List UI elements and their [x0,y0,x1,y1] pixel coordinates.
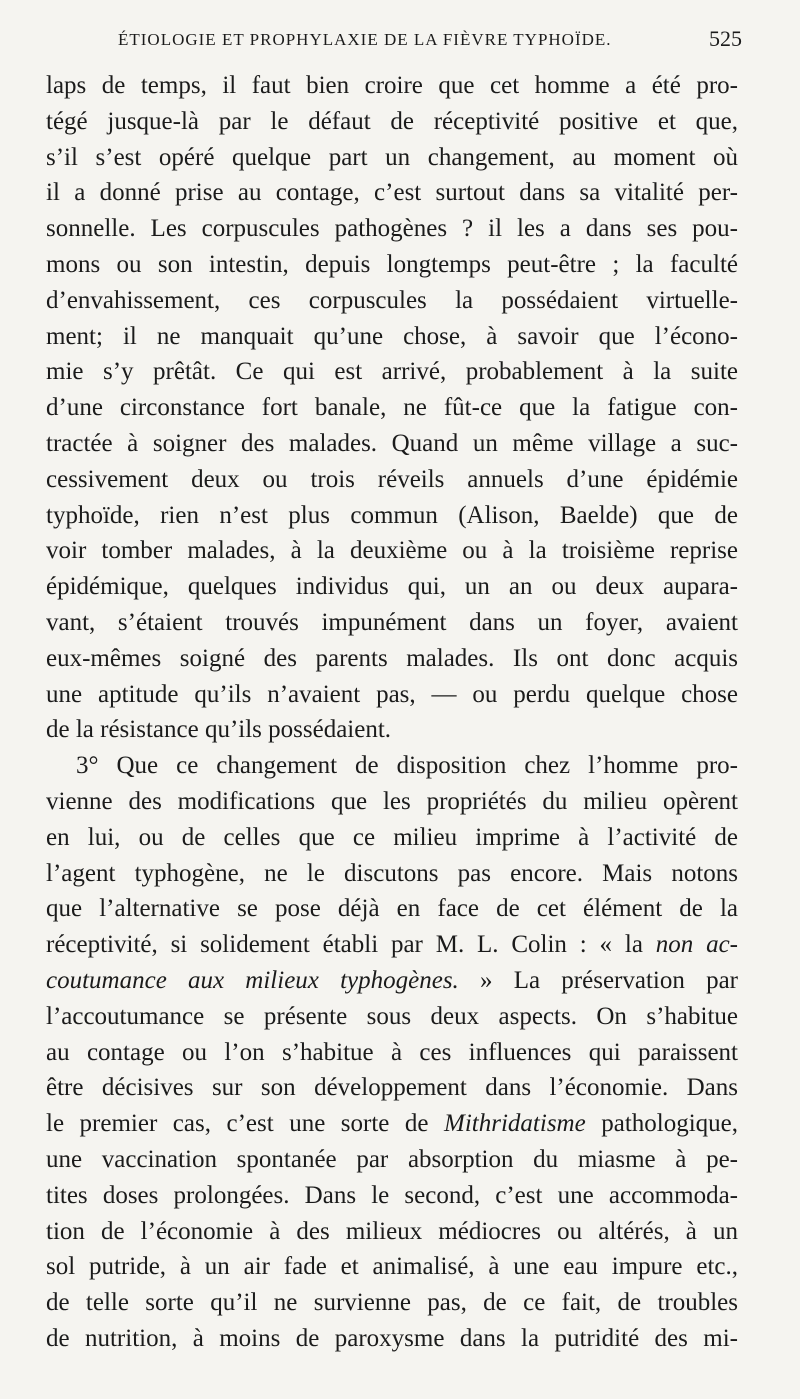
text-segment: il a donné prise au contage, c’est surtout dans sa vitalité per- [46,179,738,207]
text-segment: tégé jusque-là par le défaut de réceptivité positive et que, [46,107,738,135]
text-line [46,963,738,999]
text-segment: sonnelle. Les corpuscules pathogènes ? il les a dans ses pou- [46,215,738,243]
text-line [46,1285,738,1321]
text-segment: d’envahissement, ces corpuscules la possédaient virtuelle- [46,286,738,314]
text-segment: vienne des modifications que les propriétés du milieu opèrent [46,787,738,815]
text-line [46,1249,738,1285]
text-line [46,247,738,283]
italic-text: coutumance aux milieux typhogènes. [46,966,459,994]
italic-text: non ac- [655,931,738,959]
text-line [46,784,738,820]
text-segment: de telle sorte qu’il ne survienne pas, de ce fait, de troubles [46,1289,738,1317]
text-line [46,856,738,892]
text-line [46,104,738,140]
text-segment: l’agent typhogène, ne le discutons pas encore. Mais notons [46,859,738,887]
text-line [46,712,738,748]
text-segment: vant, s’étaient trouvés impunément dans un foyer, avaient [46,608,738,636]
text-line [46,354,738,390]
text-line [46,605,738,641]
text-segment: de la résistance qu’ils possédaient. [46,716,392,744]
text-segment: une aptitude qu’ils n’avaient pas, — ou perdu quelque chose [46,680,738,708]
text-segment: l’accoutumance se présente sous deux aspects. On s’habitue [46,1002,738,1030]
text-segment: tion de l’économie à des milieux médiocres ou altérés, à un [46,1217,738,1245]
text-line [46,498,738,534]
text-line [46,748,738,784]
text-segment: mons ou son intestin, depuis longtemps peut-être ; la faculté [46,250,738,278]
text-segment: mie s’y prêtât. Ce qui est arrivé, probablement à la suite [46,358,738,386]
text-segment: ment; il ne manquait qu’une chose, à savoir que l’écono- [46,322,738,350]
text-segment: d’une circonstance fort banale, ne fût-ce que la fatigue con- [46,394,738,422]
text-segment: au contage ou l’on s’habitue à ces influences qui paraissent [46,1038,738,1066]
italic-text: Mithridatisme [444,1110,586,1138]
text-segment: cessivement deux ou trois réveils annuels d’une épidémie [46,465,738,493]
text-segment: » La préservation par [458,966,738,994]
text-line [46,1035,738,1071]
text-line [46,283,738,319]
text-line [46,1106,738,1142]
text-segment: que l’alternative se pose déjà en face de cet élément de la [46,895,738,923]
text-line [46,820,738,856]
text-line [46,68,738,104]
text-line [46,1142,738,1178]
text-segment: s’il s’est opéré quelque part un changement, au moment où [46,143,738,171]
text-line [46,426,738,462]
text-line [46,927,738,963]
text-line [46,1178,738,1214]
text-line [46,319,738,355]
text-line [46,999,738,1035]
text-segment: le premier cas, c’est une sorte de [46,1110,445,1138]
text-segment: tractée à soigner des malades. Quand un même village a suc- [46,429,738,457]
text-line [46,533,738,569]
text-segment: en lui, ou de celles que ce milieu imprime à l’activité de [46,823,738,851]
text-segment: être décisives sur son développement dans l’économie. Dans [46,1074,738,1102]
text-line [46,175,738,211]
page-number: 525 [709,26,742,51]
text-segment: tites doses prolongées. Dans le second, c’est une accommoda- [46,1181,738,1209]
text-segment: une vaccination spontanée par absorption du miasme à pe- [46,1145,738,1173]
text-line [46,1321,738,1357]
text-segment: réceptivité, si solidement établi par M. L. Colin : « la [46,931,656,959]
text-line [46,677,738,713]
text-line [46,569,738,605]
text-line [46,462,738,498]
text-line [46,1214,738,1250]
text-segment: épidémique, quelques individus qui, un an ou deux aupara- [46,573,738,601]
text-line [46,1070,738,1106]
text-line [46,641,738,677]
text-segment: pathologique, [585,1110,738,1138]
text-line [46,140,738,176]
body-text [46,68,738,1357]
text-segment: laps de temps, il faut bien croire que cet homme a été pro- [46,72,738,99]
text-line [46,211,738,247]
text-segment: sol putride, à un air fade et animalisé, à une eau impure etc., [46,1253,738,1281]
text-segment: typhoïde, rien n’est plus commun (Alison, Baelde) que de [46,501,738,529]
text-segment: voir tomber malades, à la deuxième ou à la troisième reprise [46,537,738,565]
running-head [46,24,742,64]
text-line [46,891,738,927]
text-segment: de nutrition, à moins de paroxysme dans la putridité des mi- [46,1324,738,1352]
text-segment: 3° Que ce changement de disposition chez l’homme pro- [76,752,738,780]
text-segment: eux-mêmes soigné des parents malades. Ils ont donc acquis [46,644,738,672]
running-title: ÉTIOLOGIE ET PROPHYLAXIE DE LA FIÈVRE TYPHOÏDE. [118,30,612,49]
text-line [46,390,738,426]
